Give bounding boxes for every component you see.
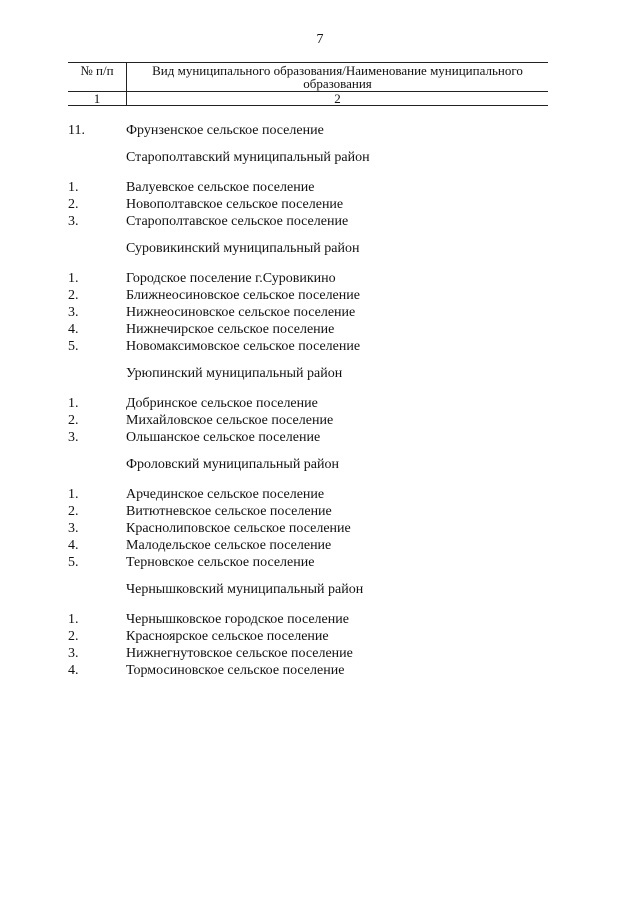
settlement-name: Ольшанское сельское поселение [126,430,321,445]
item-number: 4. [68,538,79,553]
item-number: 1. [68,487,79,502]
list-item [68,503,548,520]
list-item [68,429,548,446]
district-heading: Старополтавский муниципальный район [126,150,370,165]
list-item [68,554,548,571]
header-col1-number: 1 [68,92,127,106]
item-number: 4. [68,663,79,678]
item-number: 1. [68,180,79,195]
settlement-name: Новополтавское сельское поселение [126,197,344,212]
list-item [68,338,548,355]
settlement-name: Городское поселение г.Суровикино [126,271,336,286]
page-number: 7 [316,32,324,47]
list-item [68,628,548,645]
settlement-name: Терновское сельское поселение [126,555,315,570]
settlement-name: Чернышковское городское поселение [126,612,349,627]
settlement-name: Тормосиновское сельское поселение [126,663,345,678]
settlement-name: Михайловское сельское поселение [126,413,334,428]
list-item [68,196,548,213]
header-title-row [68,63,548,92]
settlement-name: Малодельское сельское поселение [126,538,332,553]
item-number: 1. [68,271,79,286]
settlement-name: Фрунзенское сельское поселение [126,123,324,138]
list-item [68,122,548,139]
item-number: 3. [68,305,79,320]
item-number: 2. [68,629,79,644]
header-column-numbers-row [68,92,548,106]
list-item [68,304,548,321]
item-number: 2. [68,413,79,428]
settlement-name: Краснолиповское сельское поселение [126,521,351,536]
settlement-name: Красноярское сельское поселение [126,629,329,644]
settlement-name: Витютневское сельское поселение [126,504,332,519]
list-item [68,270,548,287]
municipality-list [68,122,548,679]
settlement-name: Новомаксимовское сельское поселение [126,339,361,354]
settlement-name: Ближнеосиновское сельское поселение [126,288,360,303]
header-name-column: Вид муниципального образования/Наименование муниципального образования [127,63,549,92]
settlement-name: Нижнечирское сельское поселение [126,322,335,337]
item-number: 2. [68,197,79,212]
settlement-name: Нижнеосиновское сельское поселение [126,305,356,320]
list-item [68,287,548,304]
settlement-name: Добринское сельское поселение [126,396,318,411]
district-heading: Суровикинский муниципальный район [126,241,360,256]
settlement-name: Старополтавское сельское поселение [126,214,349,229]
list-item [68,537,548,554]
item-number: 3. [68,430,79,445]
list-item [68,520,548,537]
item-number: 3. [68,214,79,229]
list-item [68,611,548,628]
list-item [68,213,548,230]
settlement-name: Валуевское сельское поселение [126,180,315,195]
list-item [68,645,548,662]
item-number: 1. [68,396,79,411]
item-number: 4. [68,322,79,337]
list-item [68,321,548,338]
item-number: 2. [68,504,79,519]
district-heading: Урюпинский муниципальный район [126,366,343,381]
item-number: 3. [68,521,79,536]
item-number: 1. [68,612,79,627]
district-heading: Фроловский муниципальный район [126,457,340,472]
header-col2-number: 2 [127,92,549,106]
list-item [68,395,548,412]
settlement-name: Нижнегнутовское сельское поселение [126,646,353,661]
district-heading: Чернышковский муниципальный район [126,582,364,597]
settlement-name: Арчединское сельское поселение [126,487,325,502]
item-number: 11. [68,123,85,138]
item-number: 2. [68,288,79,303]
item-number: 3. [68,646,79,661]
item-number: 5. [68,339,79,354]
table-header [68,62,548,106]
item-number: 5. [68,555,79,570]
list-item [68,412,548,429]
list-item [68,486,548,503]
list-item [68,179,548,196]
list-item [68,662,548,679]
header-number-column: № п/п [68,63,127,92]
